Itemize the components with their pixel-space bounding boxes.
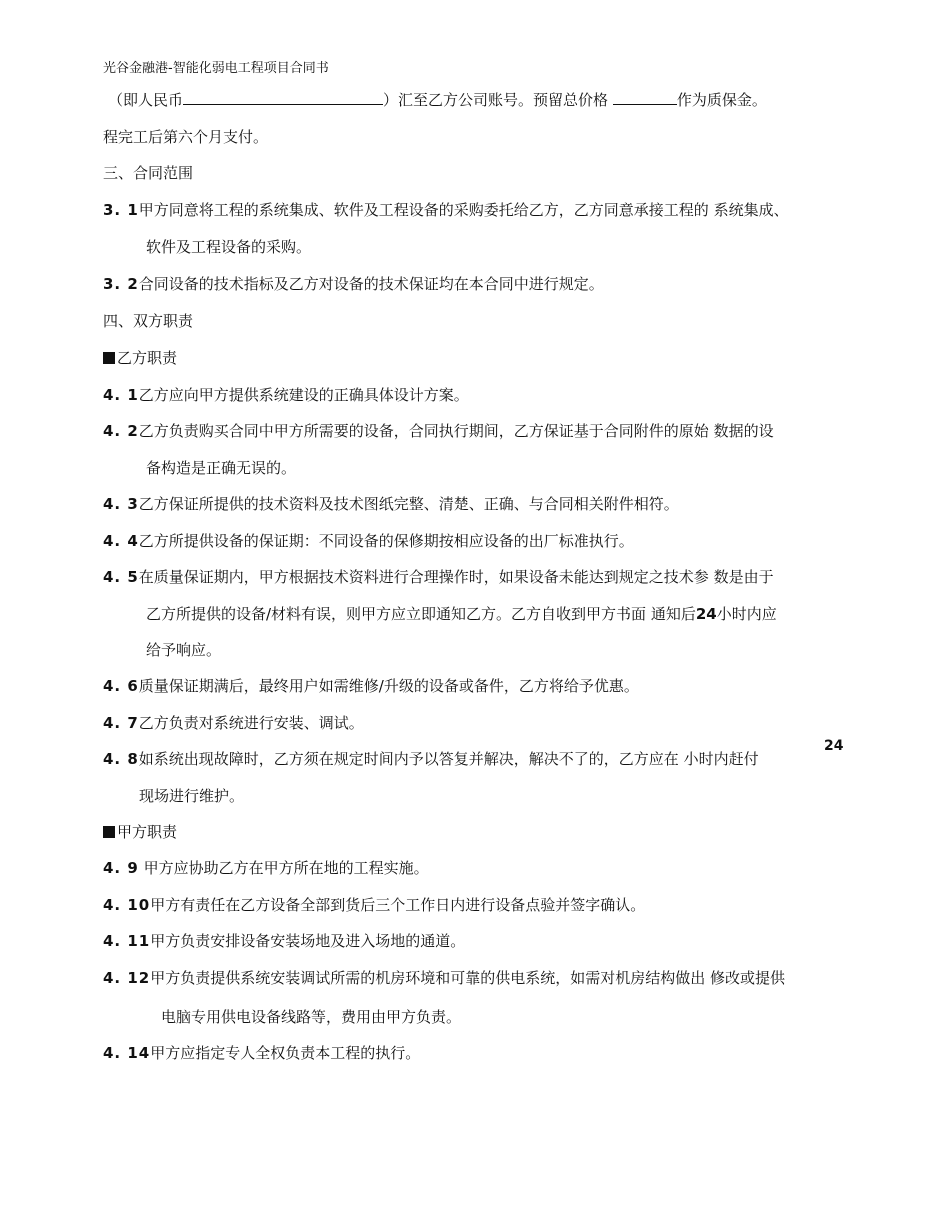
clause-text: 甲方应指定专人全权负责本工程的执行。 [150, 1044, 421, 1062]
clause-text: 乙方负责对系统进行安装、调试。 [138, 714, 364, 732]
hours-superscript: 24 [824, 738, 844, 754]
clause-text: 甲方同意将工程的系统集成、软件及工程设备的采购委托给乙方，乙方同意承接工程的 系统集成、 [138, 201, 789, 219]
payment-text-c: 作为质保金。 [676, 91, 767, 109]
hours-number: 24 [695, 605, 717, 623]
clause-number: 4. 12 [103, 969, 151, 987]
clause-4-14 [103, 1043, 420, 1063]
clause-4-5 [103, 567, 774, 587]
clause-number: 4. 11 [103, 932, 151, 950]
rmb-amount-blank [183, 90, 383, 105]
clause-4-4 [103, 531, 634, 551]
black-square-icon [103, 352, 115, 364]
clause-number: 4. 8 [103, 750, 139, 768]
party-b-heading [103, 348, 177, 368]
clause-number: 4. 4 [103, 532, 139, 550]
payment-line-2: 程完工后第六个月支付。 [103, 128, 269, 146]
clause-text: 乙方负责购买合同中甲方所需要的设备，合同执行期间，乙方保证基于合同附件的原始 数据的设 [138, 422, 774, 440]
clause-number: 4. 3 [103, 495, 139, 513]
clause-text: 乙方所提供设备的保证期：不同设备的保修期按相应设备的出厂标准执行。 [138, 532, 634, 550]
clause-text: 乙方所提供的设备/材料有误，则甲方应立即通知乙方。乙方自收到甲方书面 通知后 [146, 605, 696, 623]
clause-number: 4. 6 [103, 677, 139, 695]
clause-4-10 [103, 895, 645, 915]
clause-text: 小时内应 [716, 605, 777, 623]
clause-number: 4. 10 [103, 896, 151, 914]
clause-number: 3. 2 [103, 275, 139, 293]
clause-4-8-cont: 现场进行维护。 [139, 787, 245, 805]
clause-text: 在质量保证期内，甲方根据技术资料进行合理操作时，如果设备未能达到规定之技术参 数是由于 [138, 568, 774, 586]
clause-text: 乙方保证所提供的技术资料及技术图纸完整、清楚、正确、与合同相关附件相符。 [138, 495, 679, 513]
payment-text-b: ）汇至乙方公司账号。预留总价格 [383, 91, 609, 109]
clause-number: 4. 1 [103, 386, 139, 404]
section-4-heading: 四、双方职责 [103, 312, 194, 330]
payment-text-a: （即人民币 [108, 91, 184, 109]
clause-4-9 [103, 858, 429, 878]
clause-number: 4. 7 [103, 714, 139, 732]
clause-4-8 [103, 749, 759, 769]
clause-text: 甲方负责安排设备安装场地及进入场地的通道。 [150, 932, 466, 950]
clause-4-5-cont-2: 给予响应。 [146, 641, 222, 659]
clause-number: 3. 1 [103, 201, 139, 219]
section-3-heading: 三、合同范围 [103, 164, 194, 182]
clause-3-2 [103, 274, 604, 294]
clause-3-1-cont: 软件及工程设备的采购。 [146, 238, 312, 256]
clause-number: 4. 14 [103, 1044, 151, 1062]
clause-3-1 [103, 200, 789, 220]
page-header-title: 光谷金融港-智能化弱电工程项目合同书 [103, 61, 329, 76]
clause-text: 甲方应协助乙方在甲方所在地的工程实施。 [143, 859, 429, 877]
party-b-heading-text: 乙方职责 [117, 349, 178, 367]
clause-number: 4. 9 [103, 859, 139, 877]
clause-4-3 [103, 494, 679, 514]
clause-4-12 [103, 968, 785, 988]
clause-4-1 [103, 385, 469, 405]
clause-text: 甲方负责提供系统安装调试所需的机房环境和可靠的供电系统，如需对机房结构做出 修改或提供 [150, 969, 786, 987]
clause-4-7 [103, 713, 364, 733]
clause-4-6 [103, 676, 639, 696]
clause-4-5-cont [146, 604, 777, 624]
clause-number: 4. 5 [103, 568, 139, 586]
clause-number: 4. 2 [103, 422, 139, 440]
party-a-heading [103, 822, 177, 842]
clause-4-2 [103, 421, 774, 441]
clause-text: 合同设备的技术指标及乙方对设备的技术保证均在本合同中进行规定。 [138, 275, 604, 293]
payment-line-1 [108, 90, 767, 110]
party-a-heading-text: 甲方职责 [117, 823, 178, 841]
clause-text: 质量保证期满后，最终用户如需维修/升级的设备或备件，乙方将给予优惠。 [138, 677, 639, 695]
clause-4-12-cont: 电脑专用供电设备线路等，费用由甲方负责。 [161, 1008, 462, 1026]
retention-amount-blank [613, 90, 677, 105]
clause-text: 乙方应向甲方提供系统建设的正确具体设计方案。 [138, 386, 469, 404]
clause-text: 如系统出现故障时，乙方须在规定时间内予以答复并解决，解决不了的，乙方应在 小时内赶付 [138, 750, 759, 768]
clause-4-2-cont: 备构造是正确无误的。 [146, 459, 297, 477]
black-square-icon [103, 826, 115, 838]
clause-text: 甲方有责任在乙方设备全部到货后三个工作日内进行设备点验并签字确认。 [150, 896, 646, 914]
clause-4-11 [103, 931, 465, 951]
